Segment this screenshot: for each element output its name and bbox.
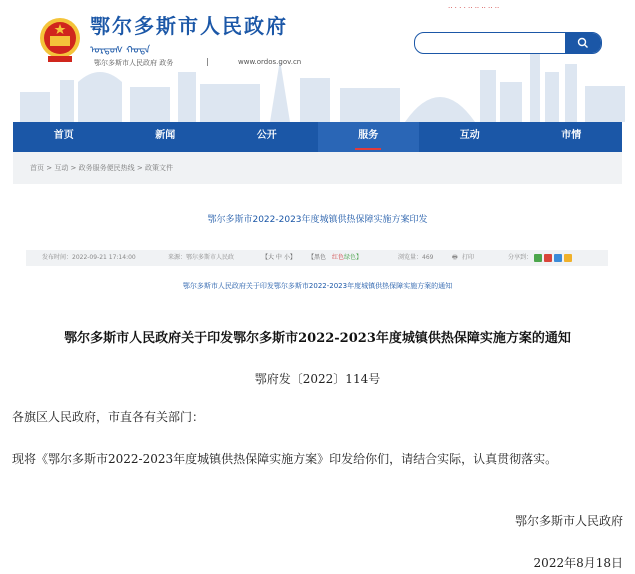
search-button[interactable] [565, 33, 601, 53]
national-emblem-icon [38, 16, 82, 66]
print-icon[interactable]: 🖶 [452, 254, 458, 261]
qzone-share-icon[interactable] [564, 254, 572, 262]
article-source: 来源：鄂尔多斯市人民政 [168, 254, 235, 261]
header-divider: | [206, 57, 209, 66]
color-switcher-black[interactable]: 【黑色 [308, 254, 327, 261]
site-subtitle: 鄂尔多斯市人民政府 政务 [94, 59, 174, 67]
wechat-share-icon[interactable] [534, 254, 542, 262]
document-date: 2022年8月18日 [533, 556, 623, 570]
breadcrumb-path[interactable]: 首页 > 互动 > 政务服务便民热线 > 政策文件 [30, 164, 173, 172]
nav-item-interaction[interactable]: 互动 [459, 130, 480, 141]
view-count: 浏览量：469 [398, 254, 434, 261]
nav-item-home[interactable]: 首页 [53, 130, 74, 141]
site-url[interactable]: www.ordos.gov.cn [238, 58, 302, 66]
document-salutation: 各旗区人民政府，市直各有关部门： [12, 410, 205, 424]
site-title: 鄂尔多斯市人民政府 [90, 16, 288, 38]
share-label: 分享到： [508, 254, 533, 261]
article-meta-bar [26, 250, 608, 266]
top-utility-links[interactable]: ·· · · · ·· ·· ·· ·· ·· [448, 4, 500, 12]
share-icons [534, 254, 572, 262]
document-number: 鄂府发〔2022〕114号 [254, 372, 381, 386]
search-input[interactable] [415, 33, 565, 53]
nav-item-news[interactable]: 新闻 [155, 130, 176, 141]
document-title: 鄂尔多斯市人民政府关于印发鄂尔多斯市2022-2023年度城镇供热保障实施方案的通知 [64, 331, 571, 346]
search-box [414, 32, 602, 54]
document-issuer: 鄂尔多斯市人民政府 [514, 514, 623, 528]
breadcrumb [13, 152, 622, 184]
nav-item-city-info[interactable]: 市情 [561, 130, 582, 141]
nav-item-services[interactable]: 服务 [318, 122, 420, 152]
article-heading: 鄂尔多斯市2022-2023年度城镇供热保障实施方案印发 [207, 215, 428, 225]
color-switcher-red[interactable]: 红色 [332, 254, 345, 261]
document-link[interactable]: 鄂尔多斯市人民政府关于印发鄂尔多斯市2022-2023年度城镇供热保障实施方案的通知 [182, 282, 453, 290]
print-link[interactable]: 打印 [462, 254, 475, 261]
publish-time: 发布时间：2022-09-21 17:14:00 [42, 254, 136, 261]
site-header [0, 0, 635, 122]
weibo-share-icon[interactable] [544, 254, 552, 262]
search-icon [577, 37, 589, 49]
qq-share-icon[interactable] [554, 254, 562, 262]
font-size-switcher[interactable]: 【大 中 小】 [262, 254, 296, 261]
nav-item-public[interactable]: 公开 [256, 130, 277, 141]
document-body: 现将《鄂尔多斯市2022-2023年度城镇供热保障实施方案》印发给你们，请结合实际，认真贯彻落实。 [12, 452, 558, 466]
main-nav [13, 122, 622, 152]
mongolian-site-title: ᠣᠷᠳᠣᠰ ᠬᠣᠲᠠ [90, 45, 151, 56]
color-switcher-green[interactable]: 绿色】 [344, 254, 363, 261]
